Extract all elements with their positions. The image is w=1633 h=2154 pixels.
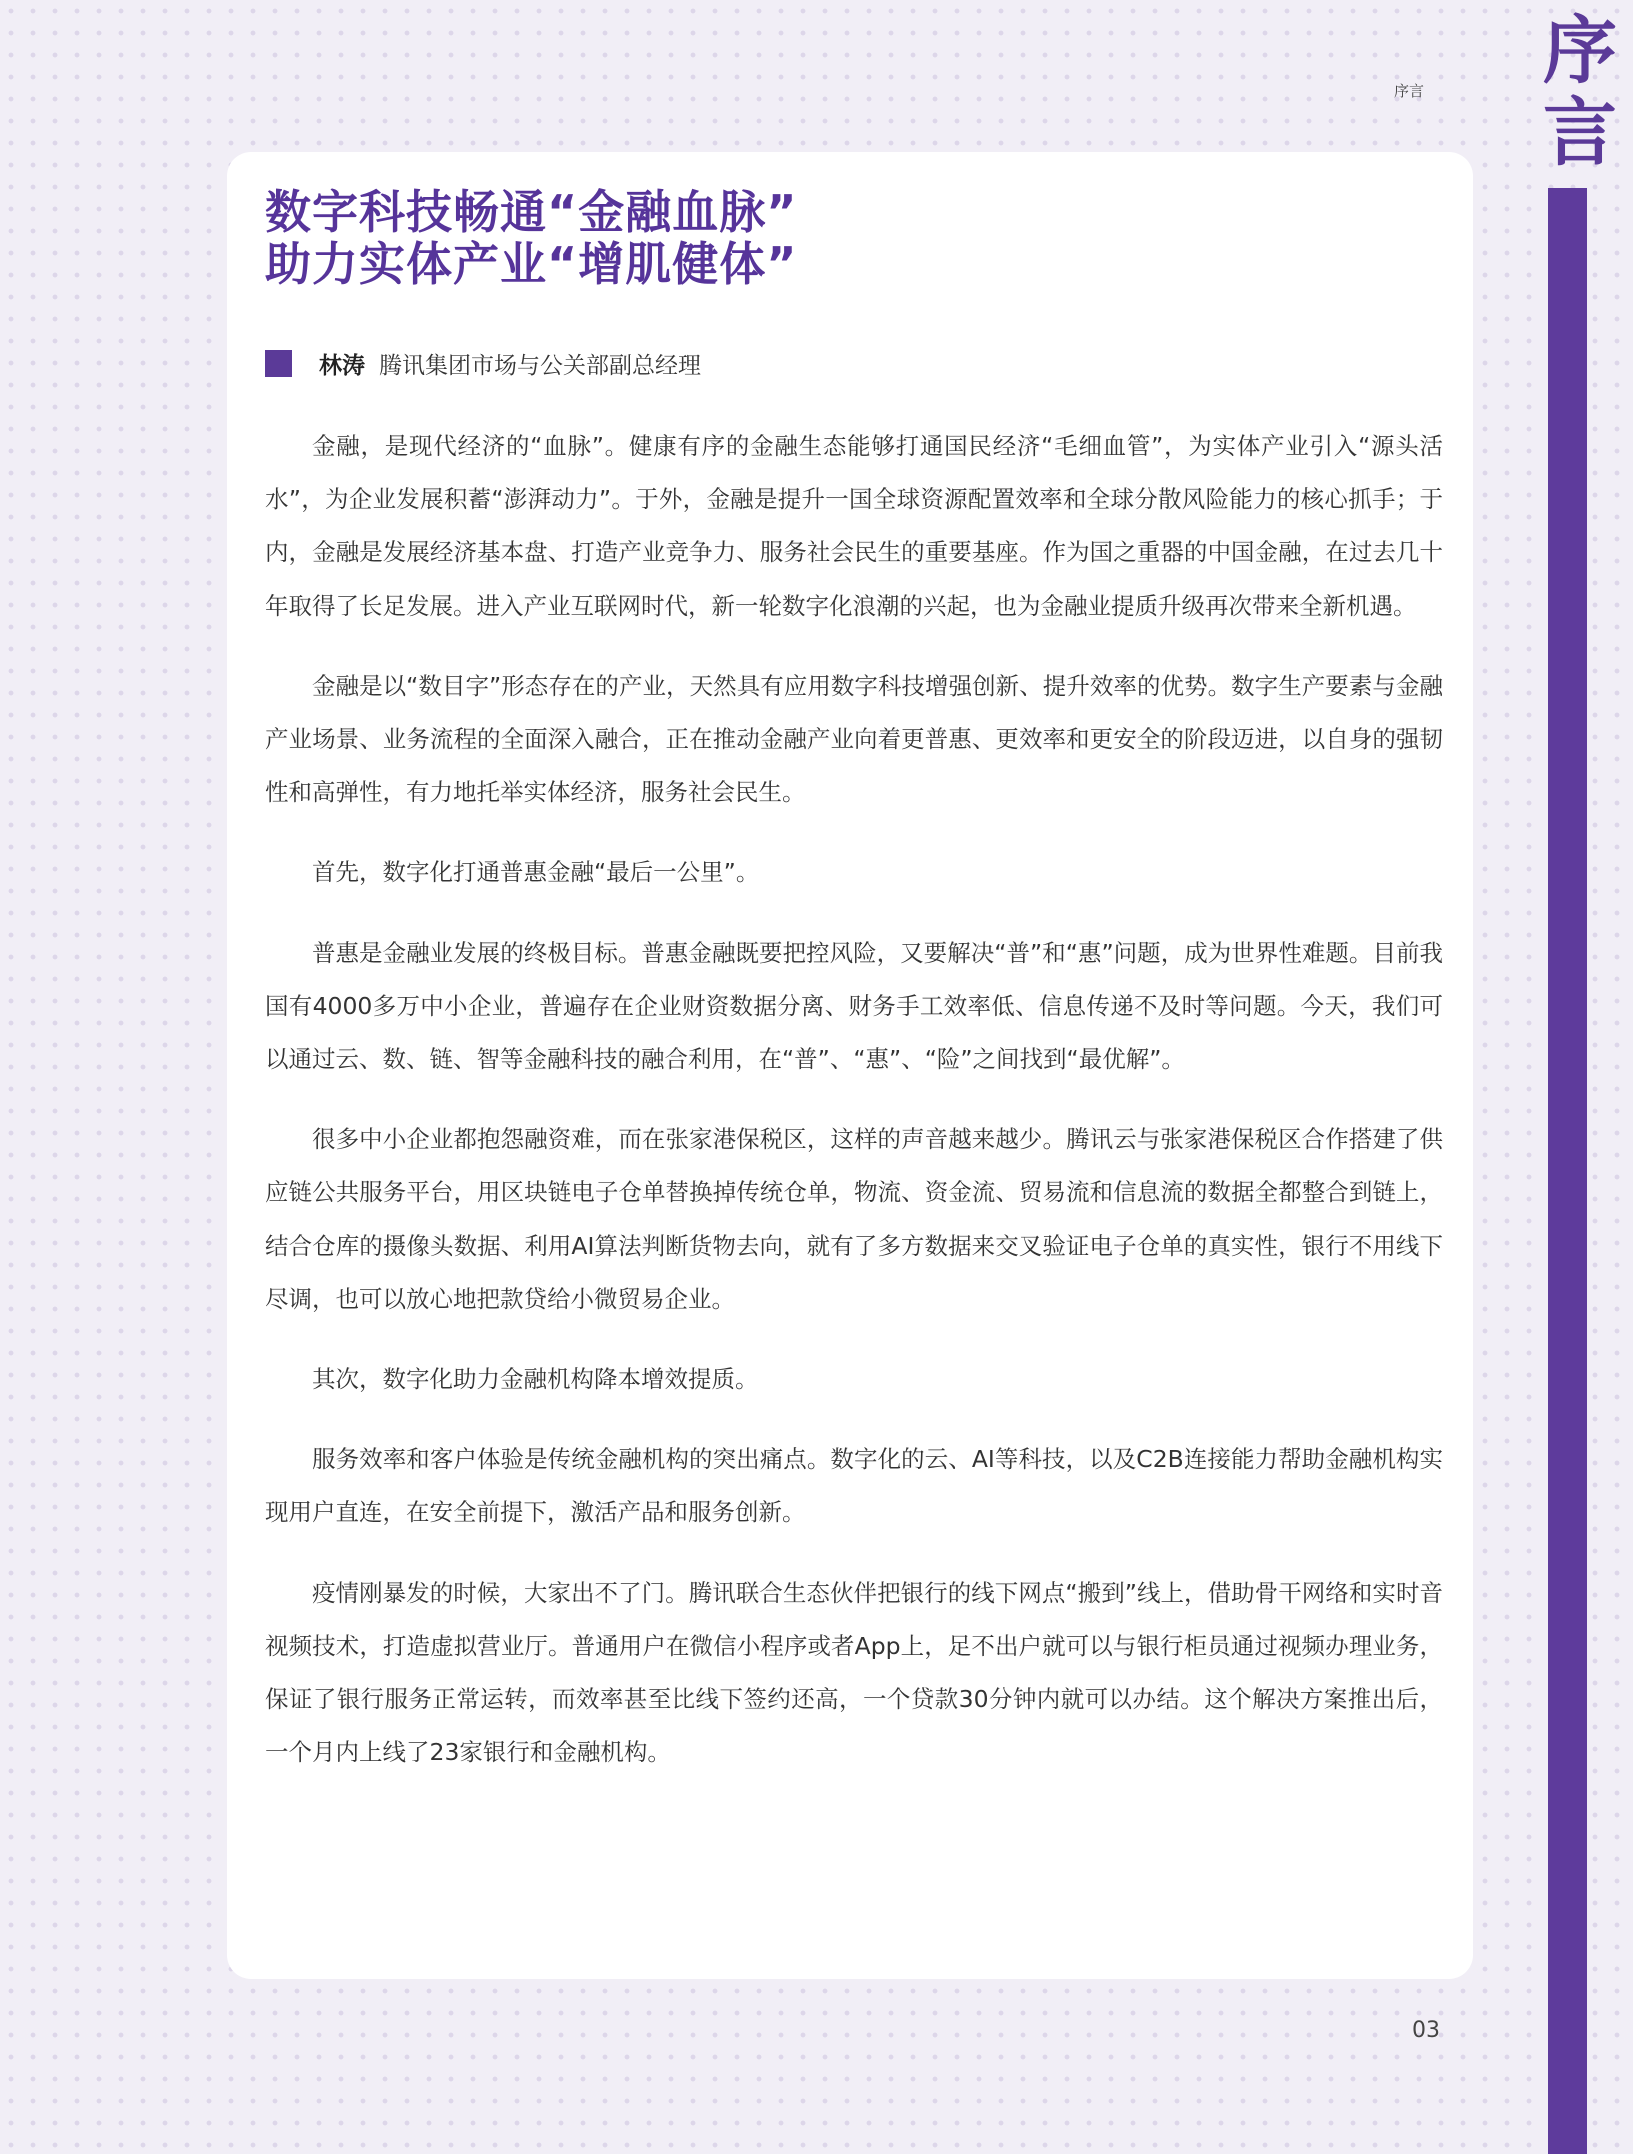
sidebar-accent-bar: [1548, 188, 1587, 2154]
section-label: 序言: [1394, 82, 1425, 100]
author-square-icon: [265, 350, 292, 377]
paragraph-5: 很多中小企业都抱怨融资难，而在张家港保税区，这样的声音越来越少。腾讯云与张家港保税区合作搭建了供应链公共服务平台，用区块链电子仓单替换掉传统仓单，物流、资金流、贸易流和信息流的数据全都整合到链上，结合仓库的摄像头数据、利用AI算法判断货物去向，就有了多方数据来交叉验证电子仓单的真实性，银行不用线下尽调，也可以放心地把款贷给小微贸易企业。: [265, 1125, 1443, 1313]
sidebar-char-bottom: 言: [1543, 90, 1617, 176]
paragraph-8: 疫情刚暴发的时候，大家出不了门。腾讯联合生态伙伴把银行的线下网点“搬到”线上，借助骨干网络和实时音视频技术，打造虚拟营业厅。普通用户在微信小程序或者App上，足不出户就可以与银行柜员通过视频办理业务，保证了银行服务正常运转，而效率甚至比线下签约还高，一个贷款30分钟内就可以办结。这个解决方案推出后，一个月内上线了23家银行和金融机构。: [265, 1578, 1443, 1767]
article-title: [265, 186, 797, 290]
title-line-2: 助力实体产业“增肌健体”: [265, 237, 798, 291]
author-name: 林涛: [319, 352, 365, 379]
page-number: 03: [1412, 2018, 1440, 2043]
paragraph-2: 金融是以“数目字”形态存在的产业，天然具有应用数字科技增强创新、提升效率的优势。数字生产要素与金融产业场景、业务流程的全面深入融合，正在推动金融产业向着更普惠、更效率和更安全的阶段迈进，以自身的强韧性和高弹性，有力地托举实体经济，服务社会民生。: [265, 671, 1443, 807]
paragraph-1: 金融，是现代经济的“血脉”。健康有序的金融生态能够打通国民经济“毛细血管”，为实体产业引入“源头活水”，为企业发展积蓄“澎湃动力”。于外，金融是提升一国全球资源配置效率和全球分散风险能力的核心抓手；于内，金融是发展经济基本盘、打造产业竞争力、服务社会民生的重要基座。作为国之重器的中国金融，在过去几十年取得了长足发展。进入产业互联网时代，新一轮数字化浪潮的兴起，也为金融业提质升级再次带来全新机遇。: [265, 432, 1443, 620]
article-body: [265, 420, 1443, 1806]
author-line: [265, 348, 701, 378]
paragraph-3: 首先，数字化打通普惠金融“最后一公里”。: [312, 858, 760, 887]
title-line-1: 数字科技畅通“金融血脉”: [265, 185, 798, 239]
paragraph-7: 服务效率和客户体验是传统金融机构的突出痛点。数字化的云、AI等科技，以及C2B连接能力帮助金融机构实现用户直连，在安全前提下，激活产品和服务创新。: [265, 1445, 1443, 1527]
author-role: 腾讯集团市场与公关部副总经理: [379, 352, 701, 379]
paragraph-4: 普惠是金融业发展的终极目标。普惠金融既要把控风险，又要解决“普”和“惠”问题，成为世界性难题。目前我国有4000多万中小企业，普遍存在企业财资数据分离、财务手工效率低、信息传递不及时等问题。今天，我们可以通过云、数、链、智等金融科技的融合利用，在“普”、“惠”、“险”之间找到“最优解”。: [265, 938, 1443, 1074]
paragraph-6: 其次，数字化助力金融机构降本增效提质。: [312, 1365, 759, 1394]
sidebar-char-top: 序: [1543, 8, 1617, 94]
